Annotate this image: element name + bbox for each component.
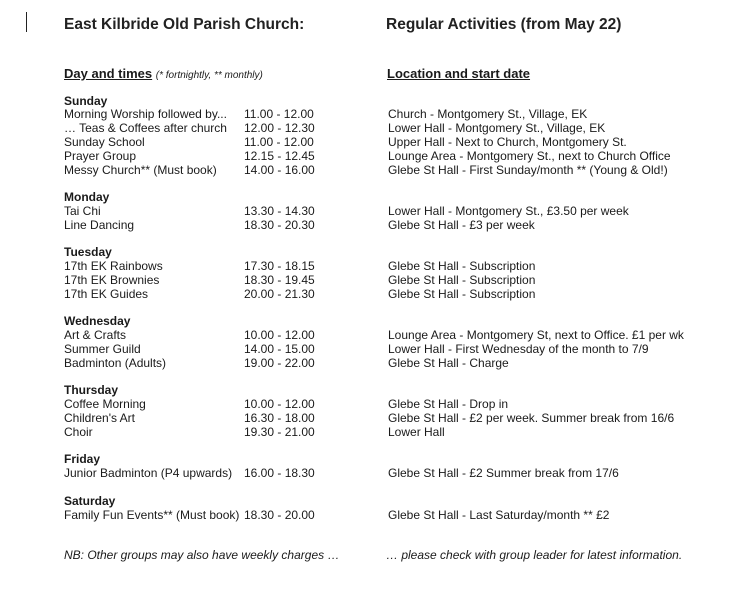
table-row <box>0 466 734 480</box>
day-heading-sunday: Sunday <box>64 94 108 108</box>
location-label: Location and start date <box>387 66 531 81</box>
day-heading-tuesday: Tuesday <box>64 245 112 259</box>
activity-time: 12.00 - 12.30 <box>244 121 315 135</box>
activity-name: Sunday School <box>64 135 145 149</box>
activity-name: 17th EK Guides <box>64 287 149 301</box>
activity-location: Upper Hall - Next to Church, Montgomery St. <box>388 135 627 149</box>
activity-time: 19.00 - 22.00 <box>244 356 315 370</box>
activity-location: Lounge Area - Montgomery St., next to Church Office <box>388 149 671 163</box>
activity-location: Glebe St Hall - £2 per week. Summer break from 16/6 <box>388 411 675 425</box>
activity-time: 11.00 - 12.00 <box>244 107 314 121</box>
activity-location: Glebe St Hall - Subscription <box>388 287 536 301</box>
footer-note-left: NB: Other groups may also have weekly charges … <box>64 548 340 562</box>
activity-time: 10.00 - 12.00 <box>244 328 315 342</box>
day-times-header <box>64 66 263 81</box>
table-row <box>0 259 734 273</box>
footer-note-right: … please check with group leader for latest information. <box>386 548 683 562</box>
activity-name: Family Fun Events** (Must book) <box>64 508 240 522</box>
activity-name: Summer Guild <box>64 342 141 356</box>
table-row <box>0 287 734 301</box>
activity-time: 17.30 - 18.15 <box>244 259 315 273</box>
activity-time: 18.30 - 20.30 <box>244 218 315 232</box>
table-row <box>0 149 734 163</box>
activity-name: … Teas & Coffees after church <box>64 121 227 135</box>
activity-name: 17th EK Rainbows <box>64 259 163 273</box>
day-heading-wednesday: Wednesday <box>64 314 131 328</box>
activity-location: Lower Hall - Montgomery St., £3.50 per week <box>388 204 629 218</box>
activity-location: Glebe St Hall - First Sunday/month ** (Young & Old!) <box>388 163 668 177</box>
day-heading-friday: Friday <box>64 452 101 466</box>
activity-location: Glebe St Hall - £3 per week <box>388 218 535 232</box>
activity-name: Children's Art <box>64 411 135 425</box>
table-row <box>0 425 734 439</box>
activity-location: Lower Hall - First Wednesday of the month to 7/9 <box>388 342 649 356</box>
day-times-label: Day and times <box>64 66 153 81</box>
activity-name: Junior Badminton (P4 upwards) <box>64 466 233 480</box>
activity-time: 14.00 - 15.00 <box>244 342 315 356</box>
activity-location: Glebe St Hall - Drop in <box>388 397 509 411</box>
activity-time: 10.00 - 12.00 <box>244 397 315 411</box>
table-row <box>0 163 734 177</box>
activity-time: 19.30 - 21.00 <box>244 425 315 439</box>
document-subtitle: Regular Activities (from May 22) <box>386 16 622 33</box>
activity-location: Glebe St Hall - Subscription <box>388 259 536 273</box>
table-row <box>0 328 734 342</box>
table-row <box>0 218 734 232</box>
activity-time: 12.15 - 12.45 <box>244 149 315 163</box>
activity-name: Tai Chi <box>64 204 101 218</box>
table-row <box>0 508 734 522</box>
table-row <box>0 107 734 121</box>
activity-location: Glebe St Hall - £2 Summer break from 17/6 <box>388 466 619 480</box>
activity-time: 14.00 - 16.00 <box>244 163 315 177</box>
activity-time: 16.00 - 18.30 <box>244 466 315 480</box>
activity-name: Choir <box>64 425 93 439</box>
activity-time: 18.30 - 19.45 <box>244 273 315 287</box>
activity-time: 18.30 - 20.00 <box>244 508 315 522</box>
activity-name: Messy Church** (Must book) <box>64 163 217 177</box>
activity-name: 17th EK Brownies <box>64 273 160 287</box>
activity-name: Prayer Group <box>64 149 137 163</box>
document-title: East Kilbride Old Parish Church: <box>64 16 305 33</box>
activity-location: Glebe St Hall - Subscription <box>388 273 536 287</box>
activity-time: 13.30 - 14.30 <box>244 204 315 218</box>
day-heading-saturday: Saturday <box>64 494 116 508</box>
activity-time: 11.00 - 12.00 <box>244 135 314 149</box>
activity-name: Line Dancing <box>64 218 135 232</box>
table-row <box>0 273 734 287</box>
location-header <box>387 66 530 81</box>
activity-name: Coffee Morning <box>64 397 146 411</box>
text-cursor <box>26 12 27 32</box>
table-row <box>0 397 734 411</box>
table-row <box>0 135 734 149</box>
activity-name: Badminton (Adults) <box>64 356 167 370</box>
activity-location: Glebe St Hall - Last Saturday/month ** £2 <box>388 508 610 522</box>
table-row <box>0 204 734 218</box>
activity-location: Lower Hall <box>388 425 445 439</box>
frequency-note: (* fortnightly, ** monthly) <box>155 70 263 81</box>
day-heading-thursday: Thursday <box>64 383 119 397</box>
table-row <box>0 356 734 370</box>
activity-name: Art & Crafts <box>64 328 127 342</box>
activity-location: Glebe St Hall - Charge <box>388 356 509 370</box>
activity-name: Morning Worship followed by... <box>64 107 227 121</box>
day-heading-monday: Monday <box>64 190 110 204</box>
activity-location: Church - Montgomery St., Village, EK <box>388 107 588 121</box>
activity-time: 20.00 - 21.30 <box>244 287 315 301</box>
activity-time: 16.30 - 18.00 <box>244 411 315 425</box>
table-row <box>0 121 734 135</box>
activity-location: Lower Hall - Montgomery St., Village, EK <box>388 121 606 135</box>
table-row <box>0 411 734 425</box>
table-row <box>0 342 734 356</box>
activity-location: Lounge Area - Montgomery St, next to Office. £1 per wk <box>388 328 684 342</box>
